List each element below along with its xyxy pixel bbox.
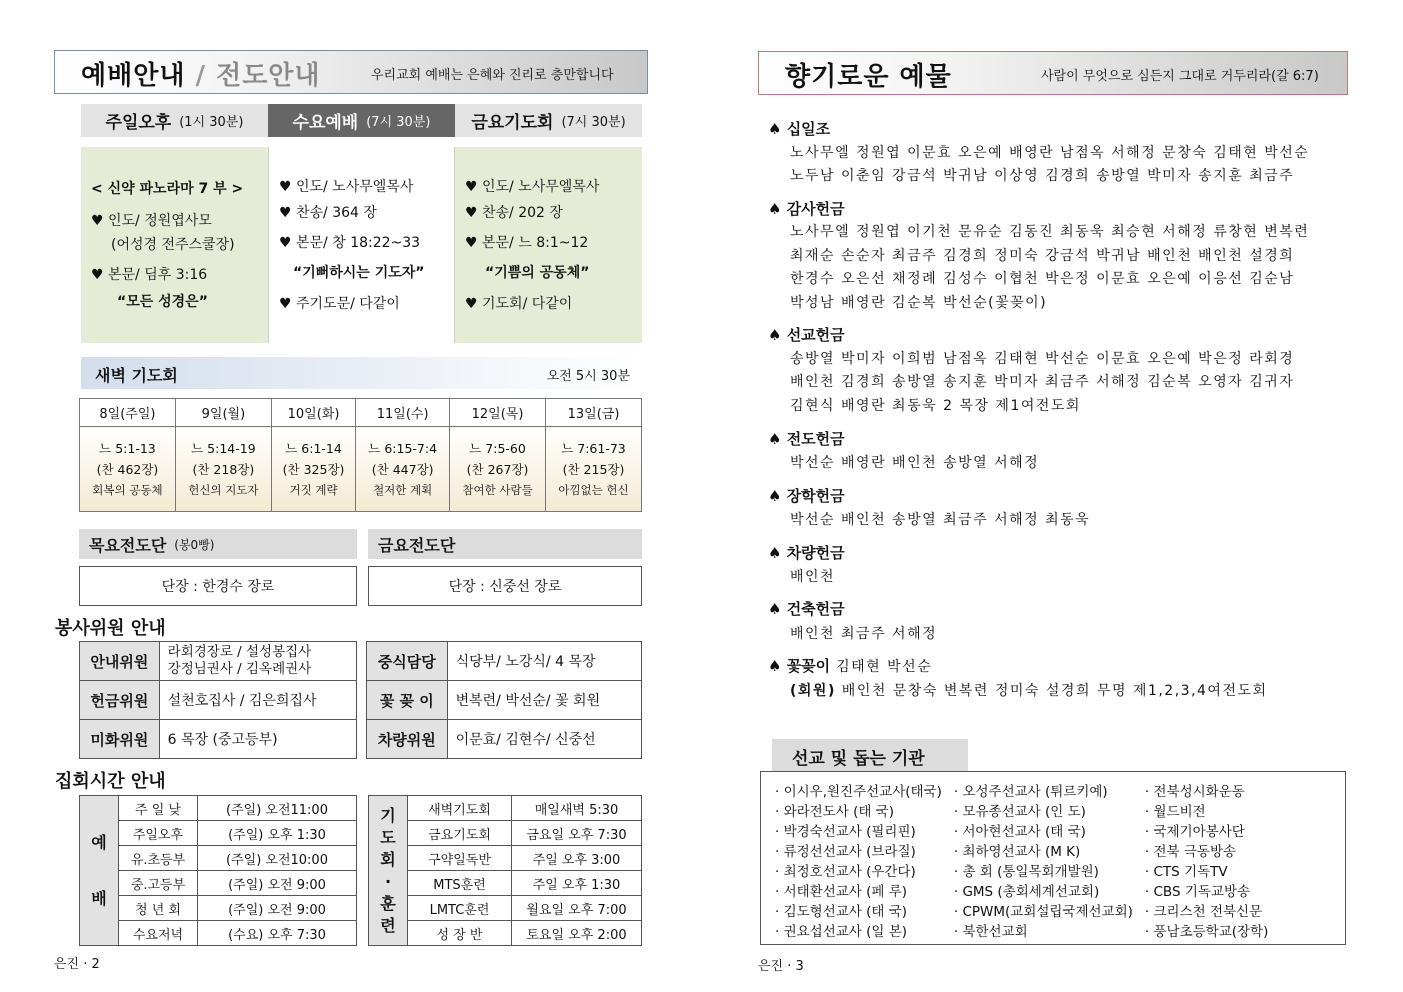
offering-names: 한경수 오은선 채정례 김성수 이협천 박은정 이문효 오은예 이응선 김순남 <box>790 271 1295 287</box>
dawn-prayer-title: 새벽 기도회 <box>95 366 178 385</box>
volunteers-table-right <box>366 641 642 759</box>
meeting-name: 유.초등부 <box>119 846 198 871</box>
meeting-name: 금요기도회 <box>408 821 512 846</box>
tab-wednesday-service[interactable] <box>268 104 455 137</box>
evangelism-guide-title: 전도안내 <box>216 61 321 91</box>
mission-item: · CTS 기독TV <box>1144 864 1228 880</box>
day-cell <box>80 427 176 512</box>
scripture: 느 6:1-14 <box>285 440 342 456</box>
day-header: 9일(월) <box>175 399 271 427</box>
day-header: 11일(수) <box>356 399 450 427</box>
prayer-training-table <box>368 795 642 946</box>
offering-title: 전도헌금 <box>786 430 845 448</box>
volunteer-role: 꽃 꽂 이 <box>367 681 448 720</box>
meeting-time: 주일 오후 3:00 <box>512 846 642 871</box>
volunteer-role: 차량위원 <box>367 720 448 759</box>
offering-names: 노두남 이춘임 강금석 박귀남 이상영 김경희 송방열 박미자 송지훈 최금주 <box>790 168 1295 184</box>
tab-label: 수요예배 <box>292 113 359 133</box>
meeting-time: (수요) 오후 7:30 <box>198 921 357 946</box>
theme: 회복의 공동체 <box>92 482 163 497</box>
mission-item: · 류정선선교사 (브라질) <box>775 844 916 860</box>
offering-names: 김현식 배영란 최동욱 2 목장 제1여전도회 <box>790 398 1081 414</box>
offering-names: 박선순 배영란 배인천 송방열 서해정 <box>790 455 1040 471</box>
sunday-service-box <box>81 147 268 343</box>
mission-item: · 국제기아봉사단 <box>1144 824 1245 840</box>
mission-item: · 풍남초등학교(장학) <box>1144 924 1269 940</box>
meeting-name: 구약일독반 <box>408 846 512 871</box>
day-header: 12일(목) <box>450 399 546 427</box>
offering-heading <box>768 324 845 345</box>
meeting-time: (주일) 오전 9:00 <box>198 871 357 896</box>
meeting-name: 주일오후 <box>119 821 198 846</box>
leader-affiliation: (어성경 전주스쿨장) <box>111 237 235 253</box>
meeting-time: 토요일 오후 2:00 <box>512 921 642 946</box>
offering-heading <box>768 118 830 139</box>
volunteers-title: 봉사위원 안내 <box>55 618 166 639</box>
volunteers-table-left <box>79 641 357 759</box>
mission-item: · GMS (총회세계선교회) <box>953 884 1100 900</box>
tab-time: (7시 30분) <box>366 115 431 130</box>
right-page-number: 은진 · 3 <box>758 959 804 974</box>
tab-friday-prayer[interactable] <box>455 104 642 137</box>
meeting-time: 금요일 오후 7:30 <box>512 821 642 846</box>
day-cell <box>356 427 450 512</box>
offering-names: 박선순 배인천 송방열 최금주 서해정 최동욱 <box>790 512 1091 528</box>
mission-item: · CPWM(교회설립국제선교회) <box>953 904 1133 920</box>
meeting-time: 매일새벽 5:30 <box>512 796 642 821</box>
volunteer-names: 이문효/ 김현수/ 신중선 <box>447 720 641 759</box>
offering-heading <box>768 198 845 219</box>
sermon-title: “기뻐하시는 기도자” <box>293 265 425 281</box>
mission-item: · 와라전도사 (태 국) <box>775 804 894 820</box>
mission-title: 선교 및 돕는 기관 <box>792 749 925 769</box>
meeting-name: 중.고등부 <box>119 871 198 896</box>
hymn: (찬 447장) <box>371 461 434 477</box>
mission-item: · 서아현선교사 (태 국) <box>953 824 1086 840</box>
day-cell <box>175 427 271 512</box>
left-page-number: 은진 · 2 <box>54 957 100 972</box>
meeting-time: (주일) 오전11:00 <box>198 796 357 821</box>
offering-title: 건축헌금 <box>786 600 845 618</box>
members-label: (회원) <box>790 683 836 699</box>
day-header: 8일(주일) <box>80 399 176 427</box>
mission-item: · 모유종선교사 (인 도) <box>953 804 1086 820</box>
volunteer-names: 식당부/ 노강식/ 4 목장 <box>447 642 641 681</box>
hymn: (찬 325장) <box>282 461 345 477</box>
meeting-name: 새벽기도회 <box>408 796 512 821</box>
volunteer-names: 6 목장 (중고등부) <box>159 720 356 759</box>
theme: 거짓 계략 <box>289 482 338 497</box>
offering-title: 차량헌금 <box>786 544 845 562</box>
volunteer-names <box>159 642 356 681</box>
volunteer-names: 설천호집사 / 김은희집사 <box>159 681 356 720</box>
mission-item: · 북한선교회 <box>953 924 1028 940</box>
meeting-time: 월요일 오후 7:00 <box>512 896 642 921</box>
offering-title: 꽃꽂이 <box>786 657 831 675</box>
tab-time: (1시 30분) <box>179 115 244 130</box>
worship-times-table <box>79 795 357 946</box>
thursday-evangelism-note: (봉0빵) <box>174 537 215 552</box>
hymn: (찬 218장) <box>192 461 255 477</box>
mission-table <box>769 780 1274 940</box>
meeting-time: (주일) 오전 9:00 <box>198 896 357 921</box>
offering-title: 장학헌금 <box>786 487 845 505</box>
offering-names: 박성남 배영란 김순복 박선순(꽃꽂이) <box>790 295 1048 311</box>
right-header-subtitle: 사람이 무엇으로 심든지 그대로 거두리라(갈 6:7) <box>1041 69 1319 84</box>
theme: 참여한 사람들 <box>462 482 533 497</box>
spade-icon: ♠ <box>768 200 782 218</box>
spade-icon: ♠ <box>768 120 782 138</box>
friday-evangelism-bar <box>368 529 642 559</box>
mission-item: · 박경숙선교사 (필리핀) <box>775 824 916 840</box>
side-char: 도 <box>380 827 396 847</box>
offering-heading <box>768 428 845 449</box>
side-char: 기 <box>380 805 396 825</box>
offering-title: 선교헌금 <box>786 326 845 344</box>
meeting-name: 성 장 반 <box>408 921 512 946</box>
mission-item: · CBS 기독교방송 <box>1144 884 1251 900</box>
theme: 아낌없는 헌신 <box>558 482 629 497</box>
scripture: 느 6:15-7:4 <box>368 440 438 456</box>
leader-line: ♥ 인도/ 노사무엘목사 <box>465 179 600 195</box>
meeting-name: 청 년 회 <box>119 896 198 921</box>
meetings-title: 집회시간 안내 <box>55 771 166 792</box>
flowers-heading <box>768 655 932 676</box>
dawn-prayer-time: 오전 5시 30분 <box>546 369 630 384</box>
scripture-line: ♥ 본문/ 딤후 3:16 <box>91 267 208 283</box>
tab-label: 금요기도회 <box>471 113 554 133</box>
side-char: 배 <box>91 888 107 908</box>
prayer-side-label <box>369 796 408 946</box>
spade-icon: ♠ <box>768 657 782 675</box>
volunteer-role: 안내위원 <box>80 642 160 681</box>
offering-title: 감사헌금 <box>786 200 845 218</box>
flowers-names: 김태현 박선순 <box>830 659 933 675</box>
mission-item: · 전북성시화운동 <box>1144 784 1245 800</box>
hymn-line: ♥ 찬송/ 202 장 <box>465 205 563 221</box>
mission-item: · 이시우,원진주선교사(태국) <box>775 784 942 800</box>
thursday-evangelism-bar <box>79 529 357 559</box>
hymn: (찬 215장) <box>562 461 625 477</box>
offering-names: 송방열 박미자 이희범 남점옥 김태현 박선순 이문효 오은예 박은정 라회경 <box>790 351 1295 367</box>
spade-icon: ♠ <box>768 487 782 505</box>
left-header-subtitle: 우리교회 예배는 은혜와 진리로 충만합니다 <box>371 68 614 83</box>
volunteer-role: 미화위원 <box>80 720 160 759</box>
leader-line: ♥ 인도/ 정원엽사모 <box>91 213 212 229</box>
day-cell <box>546 427 642 512</box>
tab-sunday-afternoon[interactable] <box>81 104 268 137</box>
scripture: 느 7:61-73 <box>561 440 626 456</box>
flowers-members-line <box>790 680 1268 700</box>
sermon-title: “모든 성경은” <box>117 294 208 310</box>
spade-icon: ♠ <box>768 326 782 344</box>
volunteer-names: 변복련/ 박선순/ 꽃 회원 <box>447 681 641 720</box>
scripture: 느 5:1-13 <box>99 440 156 456</box>
sermon-title: “기쁨의 공동체” <box>485 265 590 281</box>
meeting-time: 주일 오후 1:30 <box>512 871 642 896</box>
side-char: 련 <box>380 915 396 935</box>
wednesday-service-box <box>268 147 455 343</box>
mission-item: · 김도형선교사 (태 국) <box>775 904 908 920</box>
left-header-title <box>81 55 321 92</box>
offering-names: 최재순 손순자 최금주 김경희 정미숙 강금석 박귀남 배인천 배인천 설경희 <box>790 248 1295 264</box>
mission-box <box>760 771 1346 945</box>
spade-icon: ♠ <box>768 600 782 618</box>
meeting-time: (주일) 오후 1:30 <box>198 821 357 846</box>
theme: 철저한 계획 <box>373 482 433 497</box>
left-page-header <box>54 50 648 94</box>
program-title: < 신약 파노라마 7 부 > <box>91 181 244 197</box>
offering-title: 십일조 <box>786 120 831 138</box>
scripture-line: ♥ 본문/ 느 8:1~12 <box>465 235 589 251</box>
day-cell <box>450 427 546 512</box>
worship-guide-title: 예배안내 <box>81 61 186 91</box>
header-slash: / <box>185 61 217 91</box>
mission-item: · 최하영선교사 (M K) <box>953 844 1081 860</box>
leader-line: ♥ 인도/ 노사무엘목사 <box>279 179 414 195</box>
mission-item: · 월드비전 <box>1144 804 1206 820</box>
dawn-prayer-bar <box>81 357 642 389</box>
offering-names: 배인천 최금주 서해정 <box>790 626 938 642</box>
theme: 헌신의 지도자 <box>188 482 259 497</box>
side-char: · <box>384 871 392 891</box>
offering-names: 노사무엘 정원엽 이문효 오은예 배영란 남점옥 서해정 문창숙 김태현 박선순 <box>790 145 1310 161</box>
right-header-title: 향기로운 예물 <box>785 62 952 92</box>
thursday-evangelism-leader: 단장 : 한경수 장로 <box>79 566 357 606</box>
volunteer-role: 헌금위원 <box>80 681 160 720</box>
offering-heading <box>768 542 845 563</box>
spade-icon: ♠ <box>768 544 782 562</box>
offering-names: 노사무엘 정원엽 이기천 문유순 김동진 최동욱 최승현 서해정 류창현 변복련 <box>790 224 1310 240</box>
thursday-evangelism-title: 목요전도단 <box>89 535 167 555</box>
worship-side-label <box>80 796 119 946</box>
mission-item: · 크리스천 전북신문 <box>1144 904 1263 920</box>
mission-item: · 권요섭선교사 (일 본) <box>775 924 908 940</box>
friday-service-box <box>455 147 642 343</box>
spade-icon: ♠ <box>768 430 782 448</box>
offering-heading <box>768 485 845 506</box>
day-header: 10일(화) <box>271 399 355 427</box>
members-names: 배인천 문창숙 변복련 정미숙 설경희 무명 제1,2,3,4여전도회 <box>835 683 1268 699</box>
meeting-name: 수요저녁 <box>119 921 198 946</box>
meeting-name: LMTC훈련 <box>408 896 512 921</box>
mission-title-bar <box>772 739 968 771</box>
hymn: (찬 462장) <box>96 461 159 477</box>
tab-time: (7시 30분) <box>561 115 626 130</box>
hymn: (찬 267장) <box>466 461 529 477</box>
tab-label: 주일오후 <box>105 113 172 133</box>
names-line: 라회경장로 / 설성봉집사 <box>167 644 312 660</box>
offering-names: 배인천 <box>790 569 836 585</box>
meeting-name: MTS훈련 <box>408 871 512 896</box>
volunteer-role: 중식담당 <box>367 642 448 681</box>
mission-item: · 서태환선교사 (페 루) <box>775 884 908 900</box>
friday-evangelism-leader: 단장 : 신중선 장로 <box>368 566 642 606</box>
mission-item: · 오성주선교사 (튀르키예) <box>953 784 1108 800</box>
mission-item: · 전북 극동방송 <box>1144 844 1237 860</box>
day-cell <box>271 427 355 512</box>
meeting-name: 주 일 낮 <box>119 796 198 821</box>
offering-heading <box>768 598 845 619</box>
offering-names: 배인천 김경희 송방열 송지훈 박미자 최금주 서해정 김순복 오영자 김귀자 <box>790 374 1295 390</box>
dawn-schedule-table <box>79 398 642 512</box>
friday-evangelism-title: 금요전도단 <box>378 535 456 555</box>
mission-item: · 총 회 (통일목회개발원) <box>953 864 1099 880</box>
side-char: 예 <box>91 832 107 852</box>
side-char: 회 <box>380 849 396 869</box>
prayer-meeting-line: ♥ 기도회/ 다같이 <box>465 296 573 312</box>
scripture: 느 7:5-60 <box>469 440 526 456</box>
hymn-line: ♥ 찬송/ 364 장 <box>279 205 377 221</box>
day-header: 13일(금) <box>546 399 642 427</box>
right-page-header <box>758 51 1348 95</box>
lords-prayer-line: ♥ 주기도문/ 다같이 <box>279 296 400 312</box>
scripture-line: ♥ 본문/ 창 18:22~33 <box>279 235 421 251</box>
scripture: 느 5:14-19 <box>191 440 256 456</box>
meeting-time: (주일) 오전10:00 <box>198 846 357 871</box>
side-char: 훈 <box>380 893 396 913</box>
names-line: 강정님권사 / 김옥례권사 <box>167 661 312 677</box>
mission-item: · 최정호선교사 (우간다) <box>775 864 916 880</box>
